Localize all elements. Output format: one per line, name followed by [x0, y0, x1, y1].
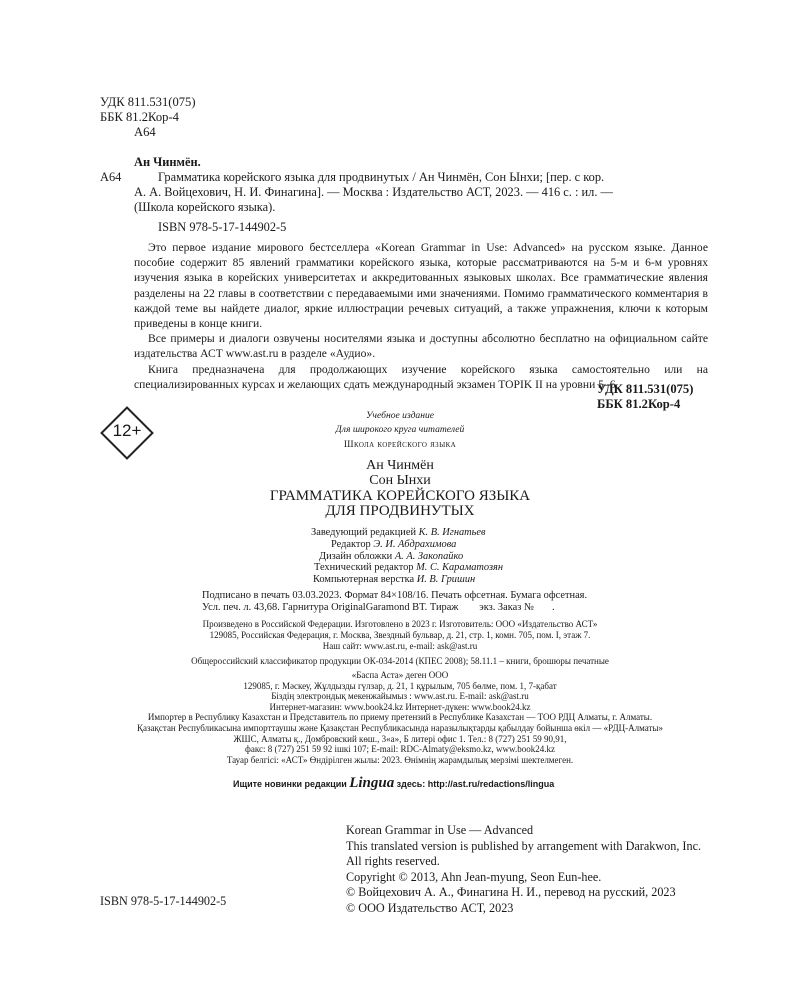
annotation — [134, 240, 708, 392]
lingua-logo: Lingua — [349, 775, 395, 791]
classifier: Общероссийский классификатор продукции ОК-034-2014 (КПЕС 2008); 58.11.1 – книги, брошюры печатные — [191, 656, 609, 666]
bib-author: Ан Чинмён. — [134, 155, 201, 169]
annotation-paragraph-1: Это первое издание мирового бестселлера «Korean Grammar in Use: Advanced» на русском языке. Данное пособие содержит 85 явлений грамматики корейского языка, которые рассматриваются на 5-м и 6-м уровнях изучения языка в корейских университетах и аккредитованных языковых школах. Все грамматические явления разделены на 22 главы в соответствии с передаваемыми ими значениями. Помимо грамматического комментария в каждой теме вы найдете диалог, яркие иллюстрации речевых ситуаций, а также упражнения, ключи к которым приведены в конце книги. — [134, 241, 708, 331]
copyright-block: Korean Grammar in Use — Advanced This translated version is published by arrangement with Darakwon, Inc. All rights reserved. Copyright © 2013, Ahn Jean-myung, Seon Eun-hee. © Войцехович А. А., Финагина Н. И., перевод на русский, 2023 © ООО Издательство АСТ, 2023 — [346, 823, 702, 915]
audience: Для широкого круга читателей — [335, 424, 465, 435]
edition-type: Учебное издание — [365, 410, 435, 421]
credit-row: Дизайн обложки А. А. Закопайко — [319, 550, 464, 562]
bib-line3: (Школа корейского языка). — [134, 200, 276, 214]
print-info-line-2: Усл. печ. л. 43,68. Гарнитура OriginalGaramond BT. Тираж экз. Заказ № . — [202, 602, 555, 613]
bib-isbn: ISBN 978-5-17-144902-5 — [158, 220, 287, 234]
bib-line1: Грамматика корейского языка для продвинутых / Ан Чинмён, Сон Ынхи; [пер. с кор. — [158, 170, 605, 184]
bib-code: А64 — [100, 170, 122, 184]
lingua-line: Ищите новинки редакции Lingua здесь: http://ast.ru/redactions/lingua — [233, 775, 555, 791]
series-name: Школа корейского языка — [343, 439, 457, 450]
producer-line-2: 129085, Российская Федерация, г. Москва, Звездный бульвар, д. 21, стр. 1, комн. 705, пом. I, этаж 7. — [209, 630, 591, 640]
kazakh-block: «Баспа Аста» деген ООО 129085, г. Мәскеу, Жұлдызды гүлзар, д. 21, 1 құрылым, 705 бөлме, пом. 1, 7-қабат Біздің электрондық мекенжайымыз : www.ast.ru. E-mail: ask@ast.ru Интернет-магазин: www.book24.kz Интернет-дүкен: www.book24.kz Импортер в Республику Казахстан и Представитель по приему претензий в Республике Казахстан — ТОО РДЦ Алматы, г. Алматы. Қазақстан Республикасына импорттаушы және Қазақстан Республикасында наразылықтарды қабылдау бойынша өкіл — «РДЦ-Алматы» ЖШС, Алматы қ., Домбровский көш., 3«а», Б литері офис 1. Тел.: 8 (727) 251 59 90,91, факс: 8 (727) 251 59 92 ішкі 107; E-mail: RDC-Almaty@eksmo.kz, www.book24.kz Тауар белгісі: «АСТ» Өндірілген жылы: 2023. Өнімнің жарамдылық мерзімі шектелмеген. — [136, 670, 664, 765]
author-2: Сон Ынхи — [369, 473, 431, 488]
age-rating-label: 12+ — [112, 421, 142, 440]
right-bbk: ББК 81.2Кор-4 — [597, 397, 681, 411]
header-code: А64 — [134, 125, 156, 139]
author-1: Ан Чинмён — [366, 458, 434, 473]
annotation-paragraph-2: Все примеры и диалоги озвучены носителями языка и доступны абсолютно бесплатно на официальном сайте издательства АСТ www.ast.ru в разделе «Аудио». — [134, 332, 708, 361]
credit-row: Компьютерная верстка И. В. Гришин — [313, 574, 476, 586]
annotation-paragraph-3: Книга предназначена для продолжающих изучение корейского языка самостоятельно или на специализированных курсах и желающих сдать международный экзамен TOPIK II на уровни 5–6. — [134, 362, 708, 391]
credit-row: Технический редактор М. С. Караматозян — [314, 562, 503, 574]
book-title-line-1: ГРАММАТИКА КОРЕЙСКОГО ЯЗЫКА — [269, 488, 531, 504]
header-bbk: ББК 81.2Кор-4 — [100, 110, 179, 124]
credit-row: Заведующий редакцией К. В. Игнатьев — [311, 527, 486, 538]
credit-row: Редактор Э. И. Абдрахимова — [331, 538, 457, 550]
producer-line-3: Наш сайт: www.ast.ru, e-mail: ask@ast.ru — [322, 641, 478, 651]
credits — [311, 527, 503, 586]
book-title-line-2: ДЛЯ ПРОДВИНУТЫХ — [325, 503, 475, 519]
right-udk: УДК 811.531(075) — [597, 382, 694, 396]
header-udk: УДК 811.531(075) — [100, 95, 196, 109]
print-info-line-1: Подписано в печать 03.03.2023. Формат 84×108/16. Печать офсетная. Бумага офсетная. — [202, 590, 588, 601]
producer-line-1: Произведено в Российской Федерации. Изготовлено в 2023 г. Изготовитель: ООО «Издательство АСТ» — [202, 619, 598, 629]
bib-line2: А. А. Войцехович, Н. И. Финагина]. — Москва : Издательство АСТ, 2023. — 416 с. : ил. — — [134, 185, 613, 199]
bottom-isbn: ISBN 978-5-17-144902-5 — [100, 894, 227, 908]
